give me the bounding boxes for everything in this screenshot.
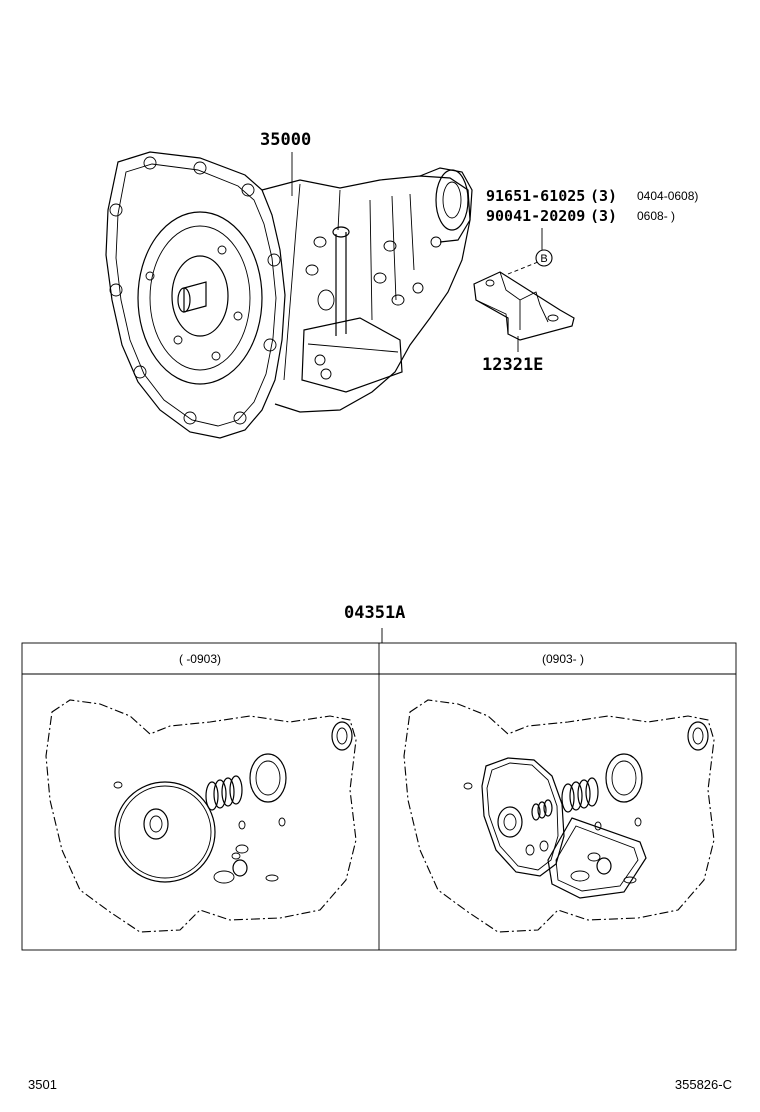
overhaul-kit-part-number: 04351A	[344, 603, 406, 623]
bolt-1-part-number: 91651-61025	[486, 187, 586, 205]
mount-part-number: 12321E	[482, 355, 544, 375]
kit-table	[22, 628, 736, 950]
ref-marker-label: B	[540, 253, 548, 265]
transmission-part-number: 35000	[260, 130, 312, 150]
transmission-assembly-drawing	[106, 152, 472, 438]
table-left-header: ( -0903)	[178, 652, 222, 666]
engine-mount-drawing	[474, 228, 574, 352]
gasket-kit-late-drawing	[404, 700, 714, 932]
page-number: 3501	[28, 1077, 57, 1092]
bolt-2-date-range: 0608- )	[637, 209, 676, 223]
gasket-kit-early-drawing	[46, 700, 356, 932]
bolt-1-date-range: 0404-0608)	[637, 189, 699, 203]
bolt-2-part-number: 90041-20209	[486, 207, 586, 225]
table-right-header: (0903- )	[541, 652, 585, 666]
diagram-reference: 355826-C	[674, 1077, 732, 1092]
bolt-2-quantity: (3)	[590, 207, 618, 225]
bolt-1-quantity: (3)	[590, 187, 618, 205]
